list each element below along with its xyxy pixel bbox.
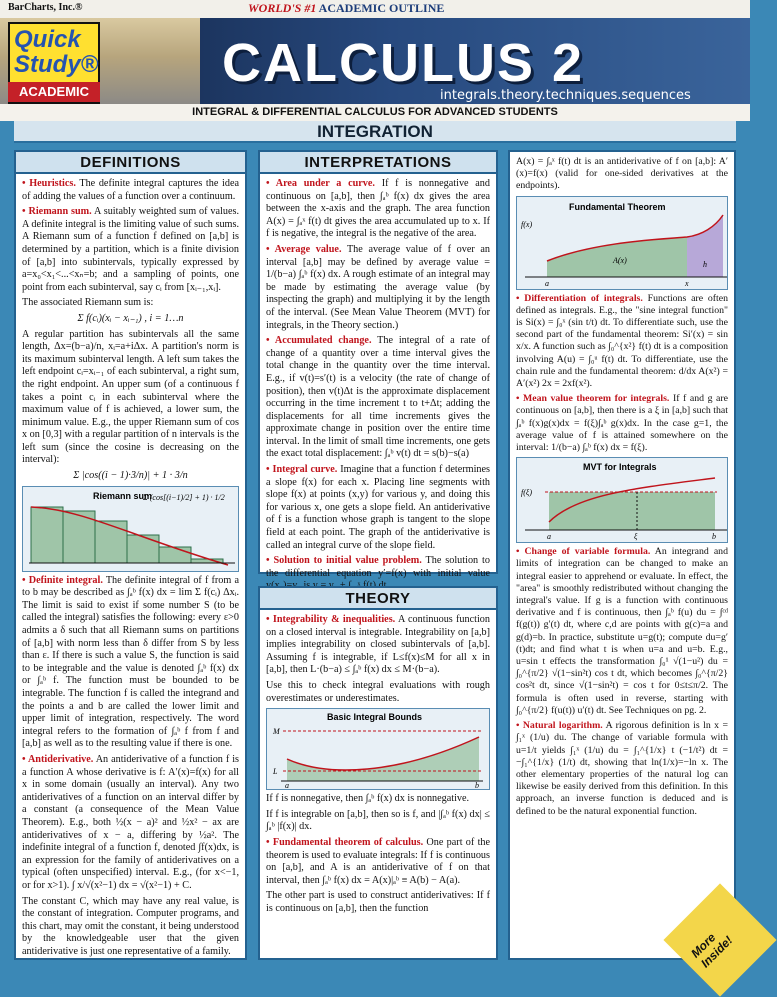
mvt-entry: • Mean value theorem for integrals. If f and g are continuous on [a,b], then there is a ξ in [a,b] such that ∫ₐᵇ f(x)g(x)dx = f(ξ)∫ₐᵇ g(x)dx. In the case g=1, the average value of f is attained somewhere on the interval: 1/(b−a) ∫ₐᵇ f(x) dx = f(ξ).: [516, 393, 728, 454]
area-entry: • Area under a curve. If f is nonnegative and continuous on [a,b], then ∫ₐᵇ f(x) dx gives the area between the x-axis and the graph. The area function A(x) = ∫ₐˣ f(t) dt gives the area accumulated up to x. If f is negative, the integral is the negative of the area.: [266, 178, 490, 240]
area-function-entry: A(x) = ∫ₐˣ f(t) dt is an antiderivative of f on [a,b]: A′(x)=f(x) (valid for one-sided derivatives at the endpoints).: [516, 156, 728, 192]
integrability-entry: • Integrability & inequalities. A continuous function on a closed interval is integrable. Integrability on [a,b] implies integrability on closed subintervals of [a,b]. Assuming f is integrable, if L≤f(x)≤M for all x in [a,b], then L·(b−a) ≤ ∫ₐᵇ f(x) dx ≤ M·(b−a).: [266, 614, 490, 676]
change-of-variable-entry: • Change of variable formula. An integrand and limits of integration can be changed to make an integral easier to apprehend or evaluate. In effect, the "area" is smoothly redistributed without changing the integral's value. If g is a function with continuous derivative and f is continuous, then ∫ₐᵇ f(u) du = ∫ᶜᵈ f(g(t)) g′(t) dt, where c,d are points with g(c)=a and g(d)=b. In practice, substitute u=g(t); compute du=g′(t)dt; and find what t is when u=a and u=b. E.g., u=sin t effects the transformation ∫₀¹ √(1−u²) du = ∫₀^{π/2} √(1−sin²t) cos t dt, which becomes ∫₀^{π/2} cos²t dt, since √(1−sin²t) = cos t for 0≤t≤π/2. The formula is often used in reverse, starting with ∫₀^{π/2} f(u(t)) u′(t) dt. See Techniques on pg. 2.: [516, 546, 728, 716]
interpretations-panel: [258, 150, 498, 579]
nonnegative-entry: If f is nonnegative, then ∫ₐᵇ f(x) dx is nonnegative.: [266, 793, 470, 805]
regular-partition-entry: A regular partition has subintervals all the same length, Δx=(b−a)/n, xᵢ=a+iΔx. A partition's norm is its maximum subinterval length. A left sum takes the left endpoint cᵢ=xᵢ₋₁ of each subinterval, a right sum, the right endpoint. An upper sum (of a continuous f takes a point cᵢ in each subinterval where the maximum value of f is achieved, a lower sum, the minimum value. E.g., the upper Riemann sum of cos x on [0,3] with a regular partition of n intervals is the left sum (since the cosine is decreasing on the interval):: [22, 328, 239, 466]
riemann-formula: Σ f(cᵢ)(xᵢ − xᵢ₋₁) , i = 1…n: [77, 312, 184, 324]
label-x: x: [685, 278, 689, 288]
integral-curve-entry: • Integral curve. Imagine that a function f determines a slope f(x) for each x. Placing line segments with slope f(x) at points (x,y) for various y, and doing this for various x, one gets a slope field. An antiderivative of f is a function whose graph is tangent to the slope field at each point. The graph of the antiderivative is called an integral curve of the slope field.: [266, 464, 490, 551]
accumulated-change-entry: • Accumulated change. The integral of a rate of change of a quantity over a time interval gives the total change in the quantity over the time interval. E.g., if v(t)=s′(t) is a velocity (the rate of change of position), then v(t)Δt is the approximate displacement occurring in the time increment t to t+Δt; adding the displacements for all time increments gives the approximate change in position over the entire time interval. In the limit of small time increments, one gets the exact total displacement: ∫ₐᵇ v(t) dt = s(b)−s(a): [266, 335, 491, 460]
title-tags: integrals.theory.techniques.sequences: [440, 88, 691, 103]
upper-sum-formula: Σ |cos((i − 1)·3/n)| + 1 · 3/n: [73, 470, 188, 482]
section-title: INTEGRATION: [14, 121, 736, 143]
theory-heading: THEORY: [260, 588, 496, 610]
definitions-heading: DEFINITIONS: [16, 152, 245, 174]
tagline: WORLD'S #1 ACADEMIC OUTLINE: [248, 1, 445, 15]
ftc-other: The other part is used to construct antiderivatives: If f is continuous on [a,b], then the function: [266, 890, 490, 914]
label-h: h: [703, 259, 707, 269]
label-l: L: [273, 767, 278, 777]
label-b: b: [475, 781, 479, 791]
label-xi: ξ: [634, 532, 638, 542]
mvt-figure: [516, 457, 728, 543]
title-banner: [0, 18, 750, 104]
definite-integral-entry: • Definite integral. The definite integral of f from a to b may be described as ∫ₐᵇ f(x) dx = lim Σ f(cᵢ) Δxᵢ. The limit is said to exist if some number S (to be called the integral) satisfies the following: every ε>0 admits a δ such that all Riemann sums on partitions of [a,b] with norm less than δ differ from S by less than ε. If there is such a value S, the function is said to be integrable and the value is denoted ∫ₐᵇ f(x) dx or ∫ₐᵇ f. The function must be bounded to be integrable. The function f is called the integrand and the points a and b are called the lower limit and upper limit of integration, respectively. The word integral refers to the formation of ∫ₐᵇ f from f and [a,b] as well as to the resulting value if there is one.: [22, 574, 239, 750]
integrability-use: Use this to check integral evaluations with rough overestimates or underestimates.: [266, 679, 490, 704]
label-a: a: [285, 781, 289, 791]
ftc-entry: • Fundamental theorem of calculus. One part of the theorem is used to evaluate integrals: If f is continuous on [a,b], and A is an antiderivative of f on that interval, then ∫ₐᵇ f(x) dx = A(x)|ₐᵇ ≡ A(b) − A(a).: [266, 836, 491, 886]
publisher-name: BarCharts, Inc.®: [8, 2, 83, 13]
initial-value-entry: • Solution to initial value problem. The solution to the differential equation y′=f(x) with initial value: [266, 555, 490, 579]
differentiation-entry: • Differentiation of integrals. Functions are often defined as integrals. E.g., the "sine integral function" is Si(x) = ∫₀ˣ (sin t/t) dt. To differentiate such, use the second part of the fundamental theorem: Si′(x) = sin x/x. A function such as ∫₀^{x²} f(t) dt is a composition involving A(u) = ∫₀ᵘ f(t) dt. To differentiate, use the chain rule and the fundamental theorem: d/dx A(x²) = A′(x²) 2x = 2xf(x²).: [516, 292, 728, 390]
absolute-value-entry: If f is integrable on [a,b], then so is f, and |∫ₐᵇ f(x) dx| ≤ ∫ₐᵇ |f(x)| dx.: [266, 808, 490, 833]
interpretations-heading: INTERPRETATIONS: [260, 152, 496, 174]
quick-study-logo: Quick Study® ACADEMIC: [8, 22, 100, 104]
figure-title: Riemann sum: [93, 490, 153, 501]
figure-formula: Σ (cos[(i−1)/2] + 1) · 1/2: [143, 492, 225, 502]
right-column-panel: [508, 150, 736, 960]
antiderivative-entry: • Antiderivative. An antiderivative of a function f is a function A whose derivative is f: A′(x)=f(x) for all x in some domain (usually an interval). Any two antiderivatives of a function on an interval differ by a constant (a consequence of the Mean Value Theorem). E.g., both ½(x − a)² and ½x² − ax are antiderivatives of x − a, differing by ½a². The indefinite integral of a function f, denoted ∫f(x)dx, is an expression for the family of antiderivatives on a typical (often unspecified) interval. E.g., (for x<−1, or for x>1). ∫ x/√(x²−1) dx = √(x²−1) + C.: [22, 753, 239, 891]
natural-log-entry: • Natural logarithm. A rigorous definition is ln x = ∫₁ˣ (1/u) du. The change of variable formula with u=1/t yields ∫₁ˣ (1/u) du = ∫₁^{1/x} t (−1/t²) dt = −∫₁^{1/x} (1/t) dt, showing that ln(1/x)=−ln x. The other elementary properties of the natural log can likewise be easily derived from this definition. In this approach, an inverse function is deduced and is defined to be the natural exponential function.: [516, 720, 728, 817]
heuristics-entry: • Heuristics. The definite integral captures the idea of adding the values of a function over a continuum.: [22, 178, 239, 202]
label-fx: f(x): [521, 219, 533, 229]
average-value-entry: • Average value. The average value of f over an interval [a,b] may be defined by average value = 1/(b−a) ∫ₐᵇ f(x) dx. A rough estimate of an integral may be made by estimating the average value (by inspecting the graph) and multiplying it by the length of the interval. (See Mean Value Theorem (MVT) for integrals, in the Theory section.): [266, 243, 490, 331]
figure-title: Fundamental Theorem: [569, 201, 666, 212]
page-title: CALCULUS 2: [222, 33, 585, 93]
riemann-entry: • Riemann sum. A suitably weighted sum of values. A definite integral is the limiting value of such sums. A Riemann sum of a function f defined on [a,b] is determined by a partition, which is a finite division of [a,b] into subintervals, typically expressed by a=x₀<x₁<...<xₙ=b; and a sampling of points, one point from each subinterval, say cᵢ from [xᵢ₋₁,xᵢ].: [22, 206, 239, 293]
fundamental-theorem-figure: [516, 196, 728, 290]
riemann-sum-figure: [22, 486, 239, 572]
label-b: b: [712, 532, 716, 542]
integral-bounds-figure: [266, 708, 490, 790]
more-inside-badge: More Inside!: [663, 883, 776, 996]
label-fxi: f(ξ): [521, 488, 532, 498]
label-m: M: [273, 727, 280, 737]
definitions-panel: [14, 150, 247, 960]
figure-title: MVT for Integrals: [583, 462, 657, 473]
label-ax: A(x): [613, 255, 627, 265]
theory-panel: [258, 586, 498, 960]
figure-title: Basic Integral Bounds: [327, 712, 423, 723]
constant-entry: The constant C, which may have any real value, is the constant of integration. Computer programs, and this chart, may omit the constant, it being understood by the knowledgeable user that the given antiderivative is just one representative of a family.: [22, 895, 239, 957]
label-a: a: [547, 532, 551, 542]
subject-strip: INTEGRAL & DIFFERENTIAL CALCULUS FOR ADVANCED STUDENTS: [0, 104, 750, 121]
label-a: a: [545, 278, 549, 288]
top-bar: [0, 0, 750, 18]
riemann-associated: The associated Riemann sum is:: [22, 297, 154, 309]
